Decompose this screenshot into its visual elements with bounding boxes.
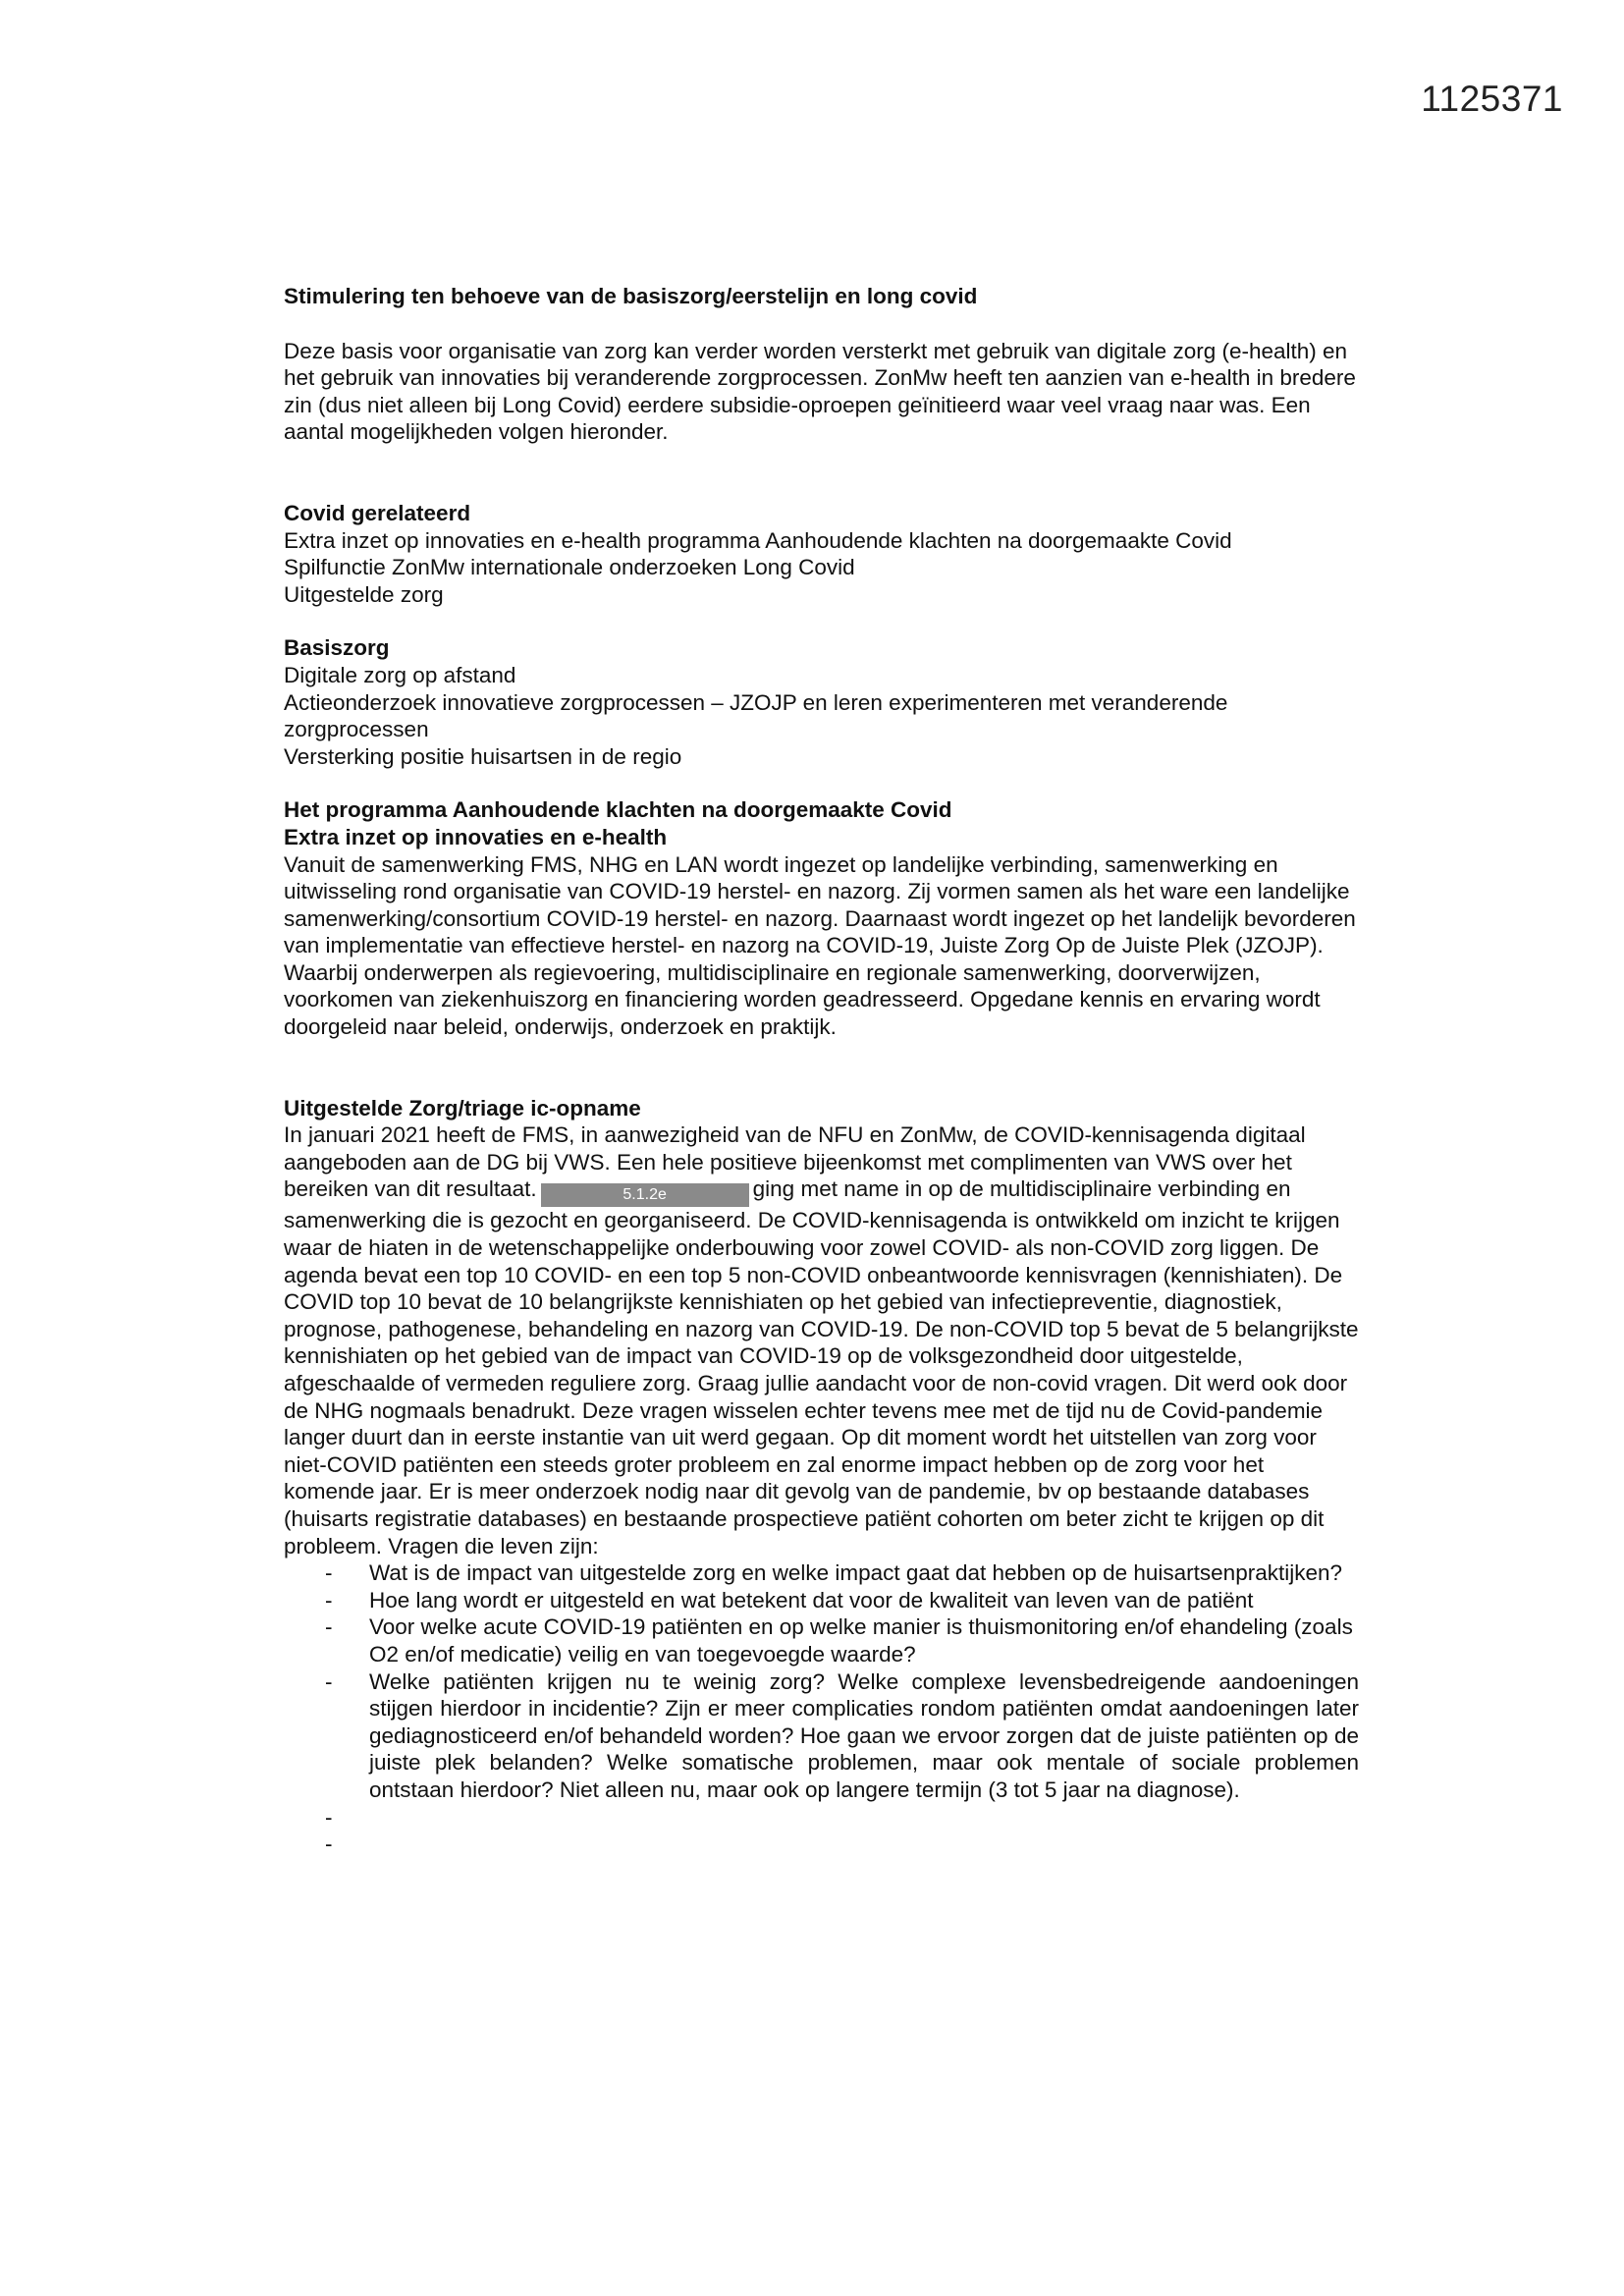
programma-section	[284, 796, 1359, 1040]
covid-item: Spilfunctie ZonMw internationale onderzoeken Long Covid	[284, 555, 855, 580]
empty-list-item	[325, 1831, 1359, 1858]
uitgestelde-section	[284, 1095, 1359, 1858]
intro-paragraph: Deze basis voor organisatie van zorg kan verder worden versterkt met gebruik van digitale zorg (e-health) en het gebruik van innovaties bij veranderende zorgprocessen. ZonMw heeft ten aanzien van e-health in bredere zin (dus niet alleen bij Long Covid) eerdere subsidie-oproepen geïnitieerd waar veel vraag naar was. Een aantal mogelijkheden volgen hieronder.	[284, 338, 1356, 445]
spacer	[284, 446, 1359, 500]
covid-section	[284, 500, 1359, 608]
document-body	[284, 283, 1359, 1858]
list-item: - Voor welke acute COVID-19 patiënten en op welke manier is thuismonitoring en/of ehandeling (zoals O2 en/of medicatie) veilig en van toegevoegde waarde?	[325, 1613, 1359, 1667]
list-item: - Wat is de impact van uitgestelde zorg en welke impact gaat dat hebben op de huisartsenpraktijken?	[325, 1559, 1359, 1587]
uitgestelde-body-start: In januari 2021 heeft de FMS, in aanwezigheid van de NFU en ZonMw, de COVID-kennisagenda digitaal aangeboden aan de DG bij VWS. Een hele positieve bijeenkomst met complimenten van VWS over het bereiken van dit resultaat.	[284, 1122, 1306, 1202]
document-number: 1125371	[1421, 79, 1563, 119]
list-item: - Welke patiënten krijgen nu te weinig zorg? Welke complexe levensbedreigende aandoeningen stijgen hierdoor in incidentie? Zijn er meer complicaties rondom patiënten omdat aandoeningen later gediagnosticeerd en/of behandeld worden? Hoe gaan we ervoor zorgen dat de juiste patiënten op de juiste plek belanden? Welke somatische problemen, maar ook mentale of sociale problemen ontstaan hierdoor? Niet alleen nu, maar ook op langere termijn (3 tot 5 jaar na diagnose).	[325, 1668, 1359, 1804]
uitgestelde-heading: Uitgestelde Zorg/triage ic-opname	[284, 1095, 641, 1121]
basis-section	[284, 634, 1359, 770]
questions-list	[284, 1559, 1359, 1858]
list-item: - Hoe lang wordt er uitgesteld en wat betekent dat voor de kwaliteit van leven van de patiënt	[325, 1587, 1359, 1614]
document-title: Stimulering ten behoeve van de basiszorg/eerstelijn en long covid	[284, 284, 978, 308]
programma-subheading: Extra inzet op innovaties en e-health	[284, 824, 668, 849]
uitgestelde-body	[284, 1121, 1359, 1559]
covid-heading: Covid gerelateerd	[284, 500, 471, 525]
redaction-block: 5.1.2e	[541, 1183, 749, 1207]
spacer	[284, 608, 1359, 634]
covid-item: Uitgestelde zorg	[284, 581, 444, 607]
basis-item: Actieonderzoek innovatieve zorgprocessen – JZOJP en leren experimenteren met veranderende zorgprocessen	[284, 689, 1228, 742]
programma-body: Vanuit de samenwerking FMS, NHG en LAN wordt ingezet op landelijke verbinding, samenwerking en uitwisseling rond organisatie van COVID-19 herstel- en nazorg. Zij vormen samen als het ware een landelijke samenwerking/consortium COVID-19 herstel- en nazorg. Daarnaast wordt ingezet op het landelijk bevorderen van implementatie van effectieve herstel- en nazorg na COVID-19, Juiste Zorg Op de Juiste Plek (JZOJP). Waarbij onderwerpen als regievoering, multidisciplinaire en regionale samenwerking, doorverwijzen, voorkomen van ziekenhuiszorg en financiering worden geadresseerd. Opgedane kennis en ervaring wordt doorgeleid naar beleid, onderwijs, onderzoek en praktijk.	[284, 851, 1356, 1040]
uitgestelde-body-end: ging met name in op de multidisciplinaire verbinding en samenwerking die is gezocht en georganiseerd. De COVID-kennisagenda is ontwikkeld om inzicht te krijgen waar de hiaten in de wetenschappelijke onderbouwing voor zowel COVID- als non-COVID zorg liggen. De agenda bevat een top 10 COVID- en een top 5 non-COVID onbeantwoorde kennisvragen (kennishiaten). De COVID top 10 bevat de 10 belangrijkste kennishiaten op het gebied van infectiepreventie, diagnostiek, prognose, pathogenese, behandeling en nazorg van COVID-19. De non-COVID top 5 bevat de 5 belangrijkste kennishiaten op het gebied van de impact van COVID-19 op de volksgezondheid door uitgestelde, afgeschaalde of vermeden reguliere zorg. Graag jullie aandacht voor de non-covid vragen. Dit werd ook door de NHG nogmaals benadrukt. Deze vragen wisselen echter tevens mee met de tijd nu de Covid-pandemie langer duurt dan in eerste instantie van uit werd gegaan. Op dit moment wordt het uitstellen van zorg voor niet-COVID patiënten een steeds groter probleem en zal enorme impact hebben op de zorg voor het komende jaar. Er is meer onderzoek nodig naar dit gevolg van de pandemie, bv op bestaande databases (huisarts registratie databases) en bestaande prospectieve patiënt cohorten om beter zicht te krijgen op dit probleem. Vragen die leven zijn:	[284, 1176, 1359, 1558]
basis-heading: Basiszorg	[284, 635, 390, 661]
basis-item: Versterking positie huisartsen in de regio	[284, 743, 682, 769]
spacer	[284, 770, 1359, 796]
covid-item: Extra inzet op innovaties en e-health programma Aanhoudende klachten na doorgemaakte Covid	[284, 527, 1232, 553]
spacer	[284, 1041, 1359, 1095]
basis-item: Digitale zorg op afstand	[284, 662, 516, 687]
programma-heading: Het programma Aanhoudende klachten na doorgemaakte Covid	[284, 797, 952, 823]
empty-list-item	[325, 1804, 1359, 1831]
